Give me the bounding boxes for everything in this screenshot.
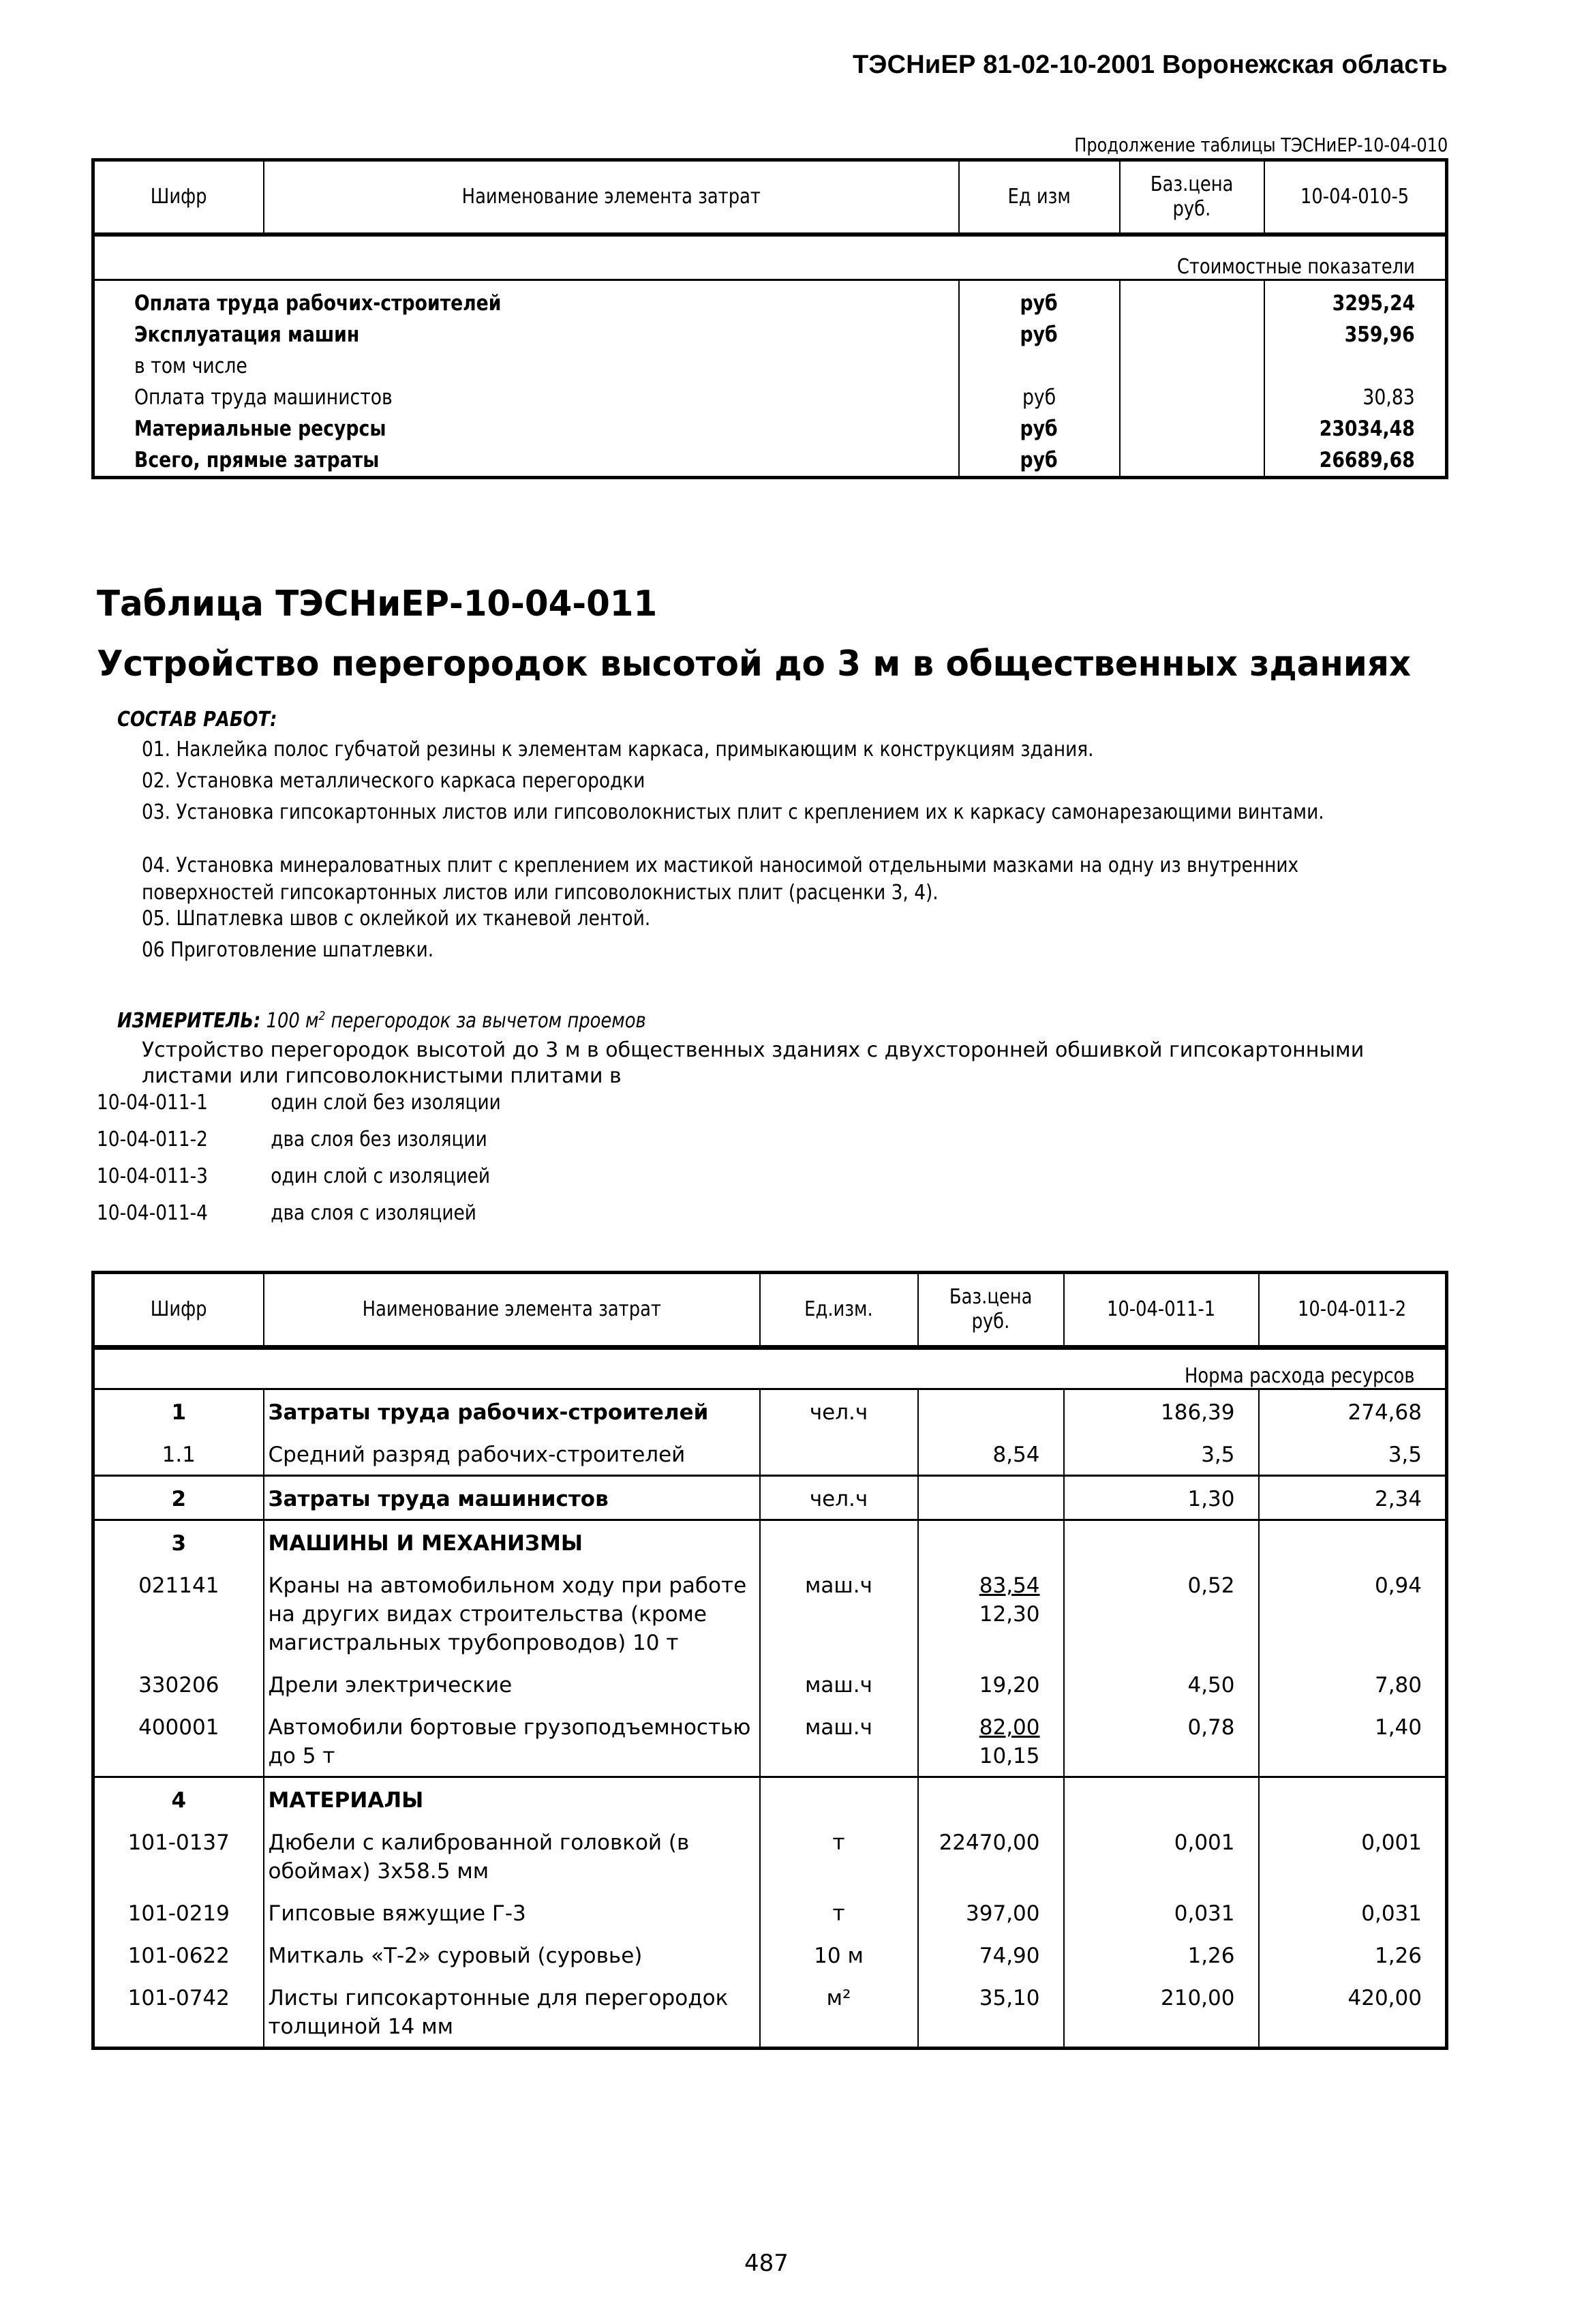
continuation-caption: Продолжение таблицы ТЭСНиЕР-10-04-010 [1073, 134, 1448, 156]
resource-base-price [918, 1777, 1064, 1821]
table-row [93, 1663, 1447, 1705]
cost-value-text: 26689,68 [1320, 448, 1415, 472]
resource-norm-10-04-011-2 [1259, 1520, 1447, 1564]
variant-item [97, 1164, 490, 1188]
table-row [93, 1933, 1447, 1976]
section-label-row [93, 1348, 1447, 1389]
resource-norm-10-04-011-1: 1,30 [1064, 1476, 1259, 1520]
table-row [93, 382, 1447, 413]
resource-norm-10-04-011-2: 420,00 [1259, 1976, 1447, 2049]
resource-unit: т [760, 1820, 918, 1891]
cost-value-text: 359,96 [1345, 322, 1415, 347]
cost-unit [959, 413, 1120, 444]
table-row [93, 413, 1447, 444]
cost-name [93, 280, 959, 320]
price-value: 8,54 [992, 1443, 1040, 1467]
variant-text: два слоя с изоляцией [271, 1201, 476, 1225]
resource-unit [760, 1777, 918, 1821]
table-row [93, 280, 1447, 320]
cost-name-text: Оплата труда рабочих-строителей [134, 291, 502, 316]
price-denominator: 12,30 [979, 1602, 1040, 1627]
header-unit: Ед изм [959, 160, 1120, 235]
resource-name: МАТЕРИАЛЫ [264, 1777, 760, 1821]
cost-unit-text: руб [1020, 448, 1058, 472]
resource-base-price [918, 1891, 1064, 1933]
resource-name: МАШИНЫ И МЕХАНИЗМЫ [264, 1520, 760, 1564]
resource-base-price [918, 1432, 1064, 1476]
resource-norm-10-04-011-1: 3,5 [1064, 1432, 1259, 1476]
resource-unit [760, 1520, 918, 1564]
measure-value: 100 $м^2$ перегородок за вычетом проемов [266, 1009, 646, 1033]
resource-norm-10-04-011-1 [1064, 1520, 1259, 1564]
measure [117, 1009, 732, 1033]
section-label: Стоимостные показатели [93, 235, 1447, 280]
resource-unit: чел.ч [760, 1389, 918, 1433]
resource-base-price [918, 1976, 1064, 2049]
cost-unit [959, 382, 1120, 413]
resource-base-price [918, 1933, 1064, 1976]
resource-norm-10-04-011-2: 0,001 [1259, 1820, 1447, 1891]
resource-code: 330206 [138, 1673, 219, 1697]
resource-name: Автомобили бортовые грузоподъемностью до 5 т [264, 1705, 760, 1777]
header-col-10-04-011-1: 10-04-011-1 [1064, 1273, 1259, 1348]
variant-text: один слой без изоляции [271, 1091, 501, 1115]
resource-code: 1 [171, 1400, 187, 1425]
resource-code: 1.1 [162, 1443, 196, 1467]
resource-norm-10-04-011-2: 3,5 [1259, 1432, 1447, 1476]
table-row [93, 444, 1447, 478]
table-row [93, 1891, 1447, 1933]
cost-unit-text: руб [1020, 322, 1058, 347]
resource-base-price [918, 1520, 1064, 1564]
cost-name [93, 444, 959, 478]
resource-code: 101-0137 [127, 1830, 230, 1855]
price-value: 22470,00 [939, 1830, 1040, 1855]
variant-code: 10-04-011-2 [97, 1128, 208, 1151]
table-row [93, 1389, 1447, 1433]
cost-value [1264, 444, 1447, 478]
resource-code: 4 [93, 1777, 264, 1821]
cost-base-price [1120, 413, 1264, 444]
continuation-table [91, 158, 1448, 479]
cost-unit-text: руб [1020, 291, 1058, 316]
price-value: 397,00 [966, 1901, 1040, 1926]
price-value: 35,10 [979, 1986, 1040, 2010]
variant-item [97, 1091, 501, 1115]
header-code: Шифр [150, 1297, 207, 1321]
header-base-price: Баз.цена руб. [918, 1273, 1064, 1348]
resource-norm-10-04-011-2 [1259, 1777, 1447, 1821]
cost-base-price [1120, 319, 1264, 350]
description: Устройство перегородок высотой до 3 м в общественных зданиях с двухсторонней обшивкой гипсокартонными листами или гипсоволокнистыми плитами в [142, 1038, 1365, 1088]
page-number: 487 [744, 2250, 789, 2277]
table-row [93, 319, 1447, 350]
price-value: 19,20 [979, 1673, 1040, 1697]
cost-value-text: 30,83 [1362, 385, 1415, 410]
resource-unit: т [760, 1891, 918, 1933]
resource-name: Миткаль «Т-2» суровый (суровье) [264, 1933, 760, 1976]
resource-name: Гипсовые вяжущие Г-3 [264, 1891, 760, 1933]
section-label: Норма расхода ресурсов [93, 1348, 1447, 1389]
table-header-row [93, 1273, 1447, 1348]
resource-code: 101-0622 [127, 1944, 230, 1968]
cost-name-text: Материальные ресурсы [134, 417, 386, 441]
table-row [93, 1705, 1447, 1777]
works-label: СОСТАВ РАБОТ: [117, 708, 277, 731]
running-header: ТЭСНиЕР 81-02-10-2001 Воронежская область [852, 50, 1448, 79]
header-name: Наименование элемента затрат [264, 160, 959, 235]
header-base-price: Баз.цена руб. [1120, 160, 1264, 235]
cost-value [1264, 280, 1447, 320]
resource-unit: маш.ч [760, 1705, 918, 1777]
variant-text: два слоя без изоляции [271, 1128, 487, 1151]
work-item: 06 Приготовление шпатлевки. [142, 938, 434, 962]
resource-name: Краны на автомобильном ходу при работе на других видах строительства (кроме магистральных трубопроводов) 10 т [264, 1563, 760, 1663]
header-name: Наименование элемента затрат [264, 1273, 760, 1348]
table-subtitle: Устройство перегородок высотой до 3 м в общественных зданиях [97, 644, 1412, 684]
table-header-row [93, 160, 1447, 235]
resource-norm-10-04-011-2: 274,68 [1259, 1389, 1447, 1433]
cost-name-text: Эксплуатация машин [134, 322, 360, 347]
resource-name: Листы гипсокартонные для перегородок толщиной 14 мм [264, 1976, 760, 2049]
resource-norm-10-04-011-1: 186,39 [1064, 1389, 1259, 1433]
resource-norm-10-04-011-1: 210,00 [1064, 1976, 1259, 2049]
cost-unit [959, 319, 1120, 350]
cost-value [1264, 350, 1447, 382]
cost-base-price [1120, 444, 1264, 478]
resource-base-price [918, 1563, 1064, 1663]
resource-norm-10-04-011-2: 7,80 [1259, 1663, 1447, 1705]
table-row [93, 350, 1447, 382]
resource-code: 3 [93, 1520, 264, 1564]
header-unit: Ед.изм. [760, 1273, 918, 1348]
measure-label: ИЗМЕРИТЕЛЬ: [117, 1009, 261, 1033]
resource-base-price [918, 1820, 1064, 1891]
resource-code: 400001 [138, 1715, 219, 1740]
cost-value-text: 3295,24 [1332, 291, 1415, 316]
resource-norm-10-04-011-1 [1064, 1777, 1259, 1821]
resource-code: 2 [93, 1476, 264, 1520]
cost-name [93, 413, 959, 444]
resource-base-price [918, 1663, 1064, 1705]
variant-text: один слой с изоляцией [271, 1164, 491, 1188]
price-numerator: 83,54 [979, 1573, 1040, 1598]
resource-code: 021141 [138, 1573, 219, 1598]
work-item: 02. Установка металлического каркаса перегородки [142, 769, 645, 793]
resource-code: 101-0219 [127, 1901, 230, 1926]
cost-base-price [1120, 382, 1264, 413]
cost-name-text: в том числе [134, 354, 247, 378]
resource-base-price [918, 1705, 1064, 1777]
resource-name: Затраты труда машинистов [264, 1476, 760, 1520]
resource-name: Затраты труда рабочих-строителей [264, 1389, 760, 1433]
cost-name [93, 382, 959, 413]
table-row [93, 1563, 1447, 1663]
price-value: 74,90 [979, 1944, 1040, 1968]
table-row [93, 1777, 1447, 1821]
resource-unit [760, 1432, 918, 1476]
work-item: 01. Наклейка полос губчатой резины к элементам каркаса, примыкающим к конструкциям здания. [142, 738, 1094, 761]
resource-name: Дрели электрические [264, 1663, 760, 1705]
cost-name [93, 319, 959, 350]
section-label-row [93, 235, 1447, 280]
table-row [93, 1820, 1447, 1891]
variant-item [97, 1128, 487, 1151]
resources-table [91, 1271, 1448, 2050]
resource-code: 101-0742 [127, 1986, 230, 2010]
work-item: 05. Шпатлевка швов с оклейкой их тканевой лентой. [142, 907, 651, 931]
cost-value [1264, 319, 1447, 350]
header-code: Шифр [150, 185, 207, 209]
variant-item [97, 1201, 476, 1225]
resource-norm-10-04-011-2: 2,34 [1259, 1476, 1447, 1520]
variant-code: 10-04-011-1 [97, 1091, 208, 1115]
price-numerator: 82,00 [979, 1715, 1040, 1740]
cost-unit [959, 350, 1120, 382]
work-item: 04. Установка минераловатных плит с креплением их мастикой наносимой отдельными мазками на одну из внутренних поверхностей гипсокартонных листов или гипсоволокнистых плит (расценки 3, 4). [142, 854, 1299, 905]
table-title: Таблица ТЭСНиЕР-10-04-011 [97, 584, 658, 624]
cost-unit-text: руб [1022, 385, 1056, 410]
table-row [93, 1976, 1447, 2049]
cost-unit-text: руб [1020, 417, 1058, 441]
resource-norm-10-04-011-1: 0,001 [1064, 1820, 1259, 1891]
resource-norm-10-04-011-1: 0,52 [1064, 1563, 1259, 1663]
cost-name-text: Всего, прямые затраты [134, 448, 380, 472]
resource-name: Средний разряд рабочих-строителей [264, 1432, 760, 1476]
price-denominator: 10,15 [979, 1744, 1040, 1768]
resource-norm-10-04-011-2: 1,26 [1259, 1933, 1447, 1976]
cost-unit [959, 280, 1120, 320]
resource-norm-10-04-011-2: 1,40 [1259, 1705, 1447, 1777]
resource-unit: маш.ч [760, 1663, 918, 1705]
resource-unit: м² [760, 1976, 918, 2049]
cost-base-price [1120, 350, 1264, 382]
table-row [93, 1520, 1447, 1564]
resource-norm-10-04-011-2: 0,94 [1259, 1563, 1447, 1663]
resource-unit: маш.ч [760, 1563, 918, 1663]
resource-norm-10-04-011-1: 0,78 [1064, 1705, 1259, 1777]
resource-norm-10-04-011-1: 4,50 [1064, 1663, 1259, 1705]
cost-value-text: 23034,48 [1320, 417, 1415, 441]
cost-value [1264, 413, 1447, 444]
resource-norm-10-04-011-1: 0,031 [1064, 1891, 1259, 1933]
table-row [93, 1432, 1447, 1476]
variant-code: 10-04-011-4 [97, 1201, 208, 1225]
header-col-10-04-011-2: 10-04-011-2 [1259, 1273, 1447, 1348]
resource-norm-10-04-011-1: 1,26 [1064, 1933, 1259, 1976]
table-row [93, 1476, 1447, 1520]
cost-base-price [1120, 280, 1264, 320]
resource-unit: чел.ч [760, 1476, 918, 1520]
cost-value [1264, 382, 1447, 413]
resource-base-price [918, 1389, 1064, 1433]
resource-norm-10-04-011-2: 0,031 [1259, 1891, 1447, 1933]
header-col-10-04-010-5: 10-04-010-5 [1264, 160, 1447, 235]
work-item: 03. Установка гипсокартонных листов или гипсоволокнистых плит с креплением их к каркасу самонарезающими винтами. [142, 800, 1324, 824]
cost-name-text: Оплата труда машинистов [134, 385, 393, 410]
resource-base-price [918, 1476, 1064, 1520]
resource-name: Дюбели с калиброванной головкой (в обоймах) 3х58.5 мм [264, 1820, 760, 1891]
cost-unit [959, 444, 1120, 478]
cost-name [93, 350, 959, 382]
resource-unit: 10 м [760, 1933, 918, 1976]
variant-code: 10-04-011-3 [97, 1164, 208, 1188]
